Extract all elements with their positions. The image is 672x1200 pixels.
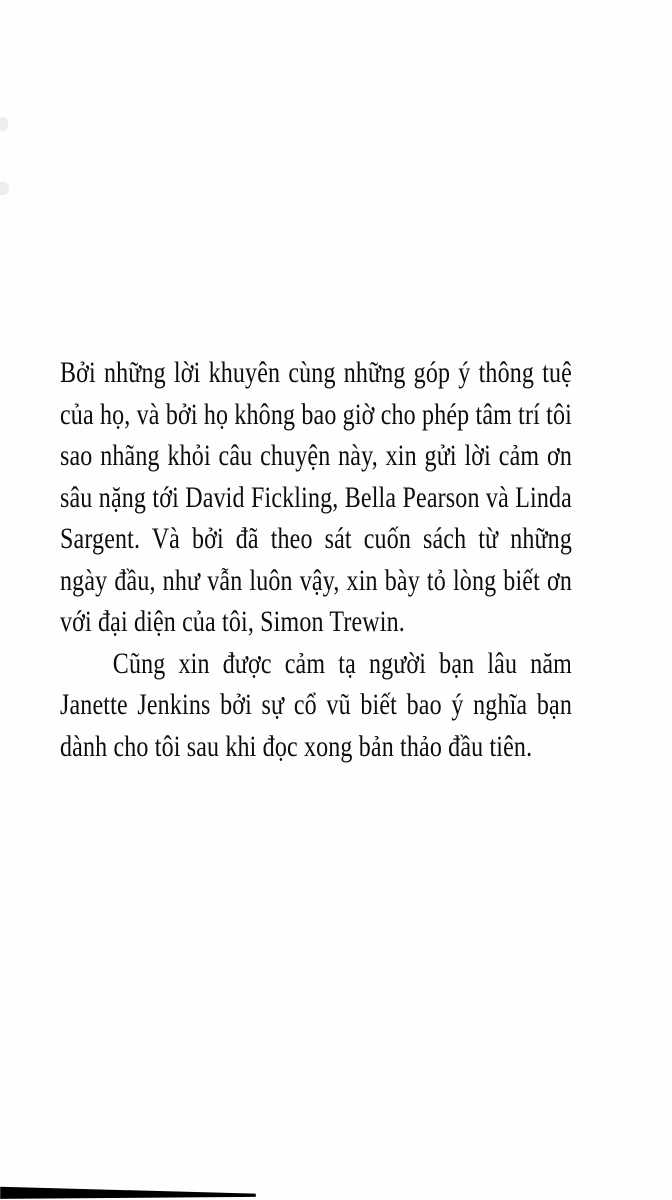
page-bottom-left-scan-shadow: [0, 1186, 256, 1200]
acknowledgments-paragraph-1: Bởi những lời khuyên cùng những góp ý thông tuệ của họ, và bởi họ không bao giờ cho phép tâm trí tôi sao nhãng khỏi câu chuyện này, xin gửi lời cảm ơn sâu nặng tới David Fickling, Bella Pearson và Linda Sargent. Và bởi đã theo sát cuốn sách từ những ngày đầu, như vẫn luôn vậy, xin bày tỏ lòng biết ơn với đại diện của tôi, Simon Trewin.: [60, 356, 572, 638]
scan-smudge-left: [0, 182, 9, 195]
acknowledgments-paragraph-2: Cũng xin được cảm tạ người bạn lâu năm Janette Jenkins bởi sự cổ vũ biết bao ý nghĩa bạn dành cho tôi sau khi đọc xong bản thảo đầu tiên.: [60, 646, 573, 763]
scan-smudge-upper-left: [0, 117, 8, 131]
acknowledgments-text-block: [60, 352, 572, 767]
